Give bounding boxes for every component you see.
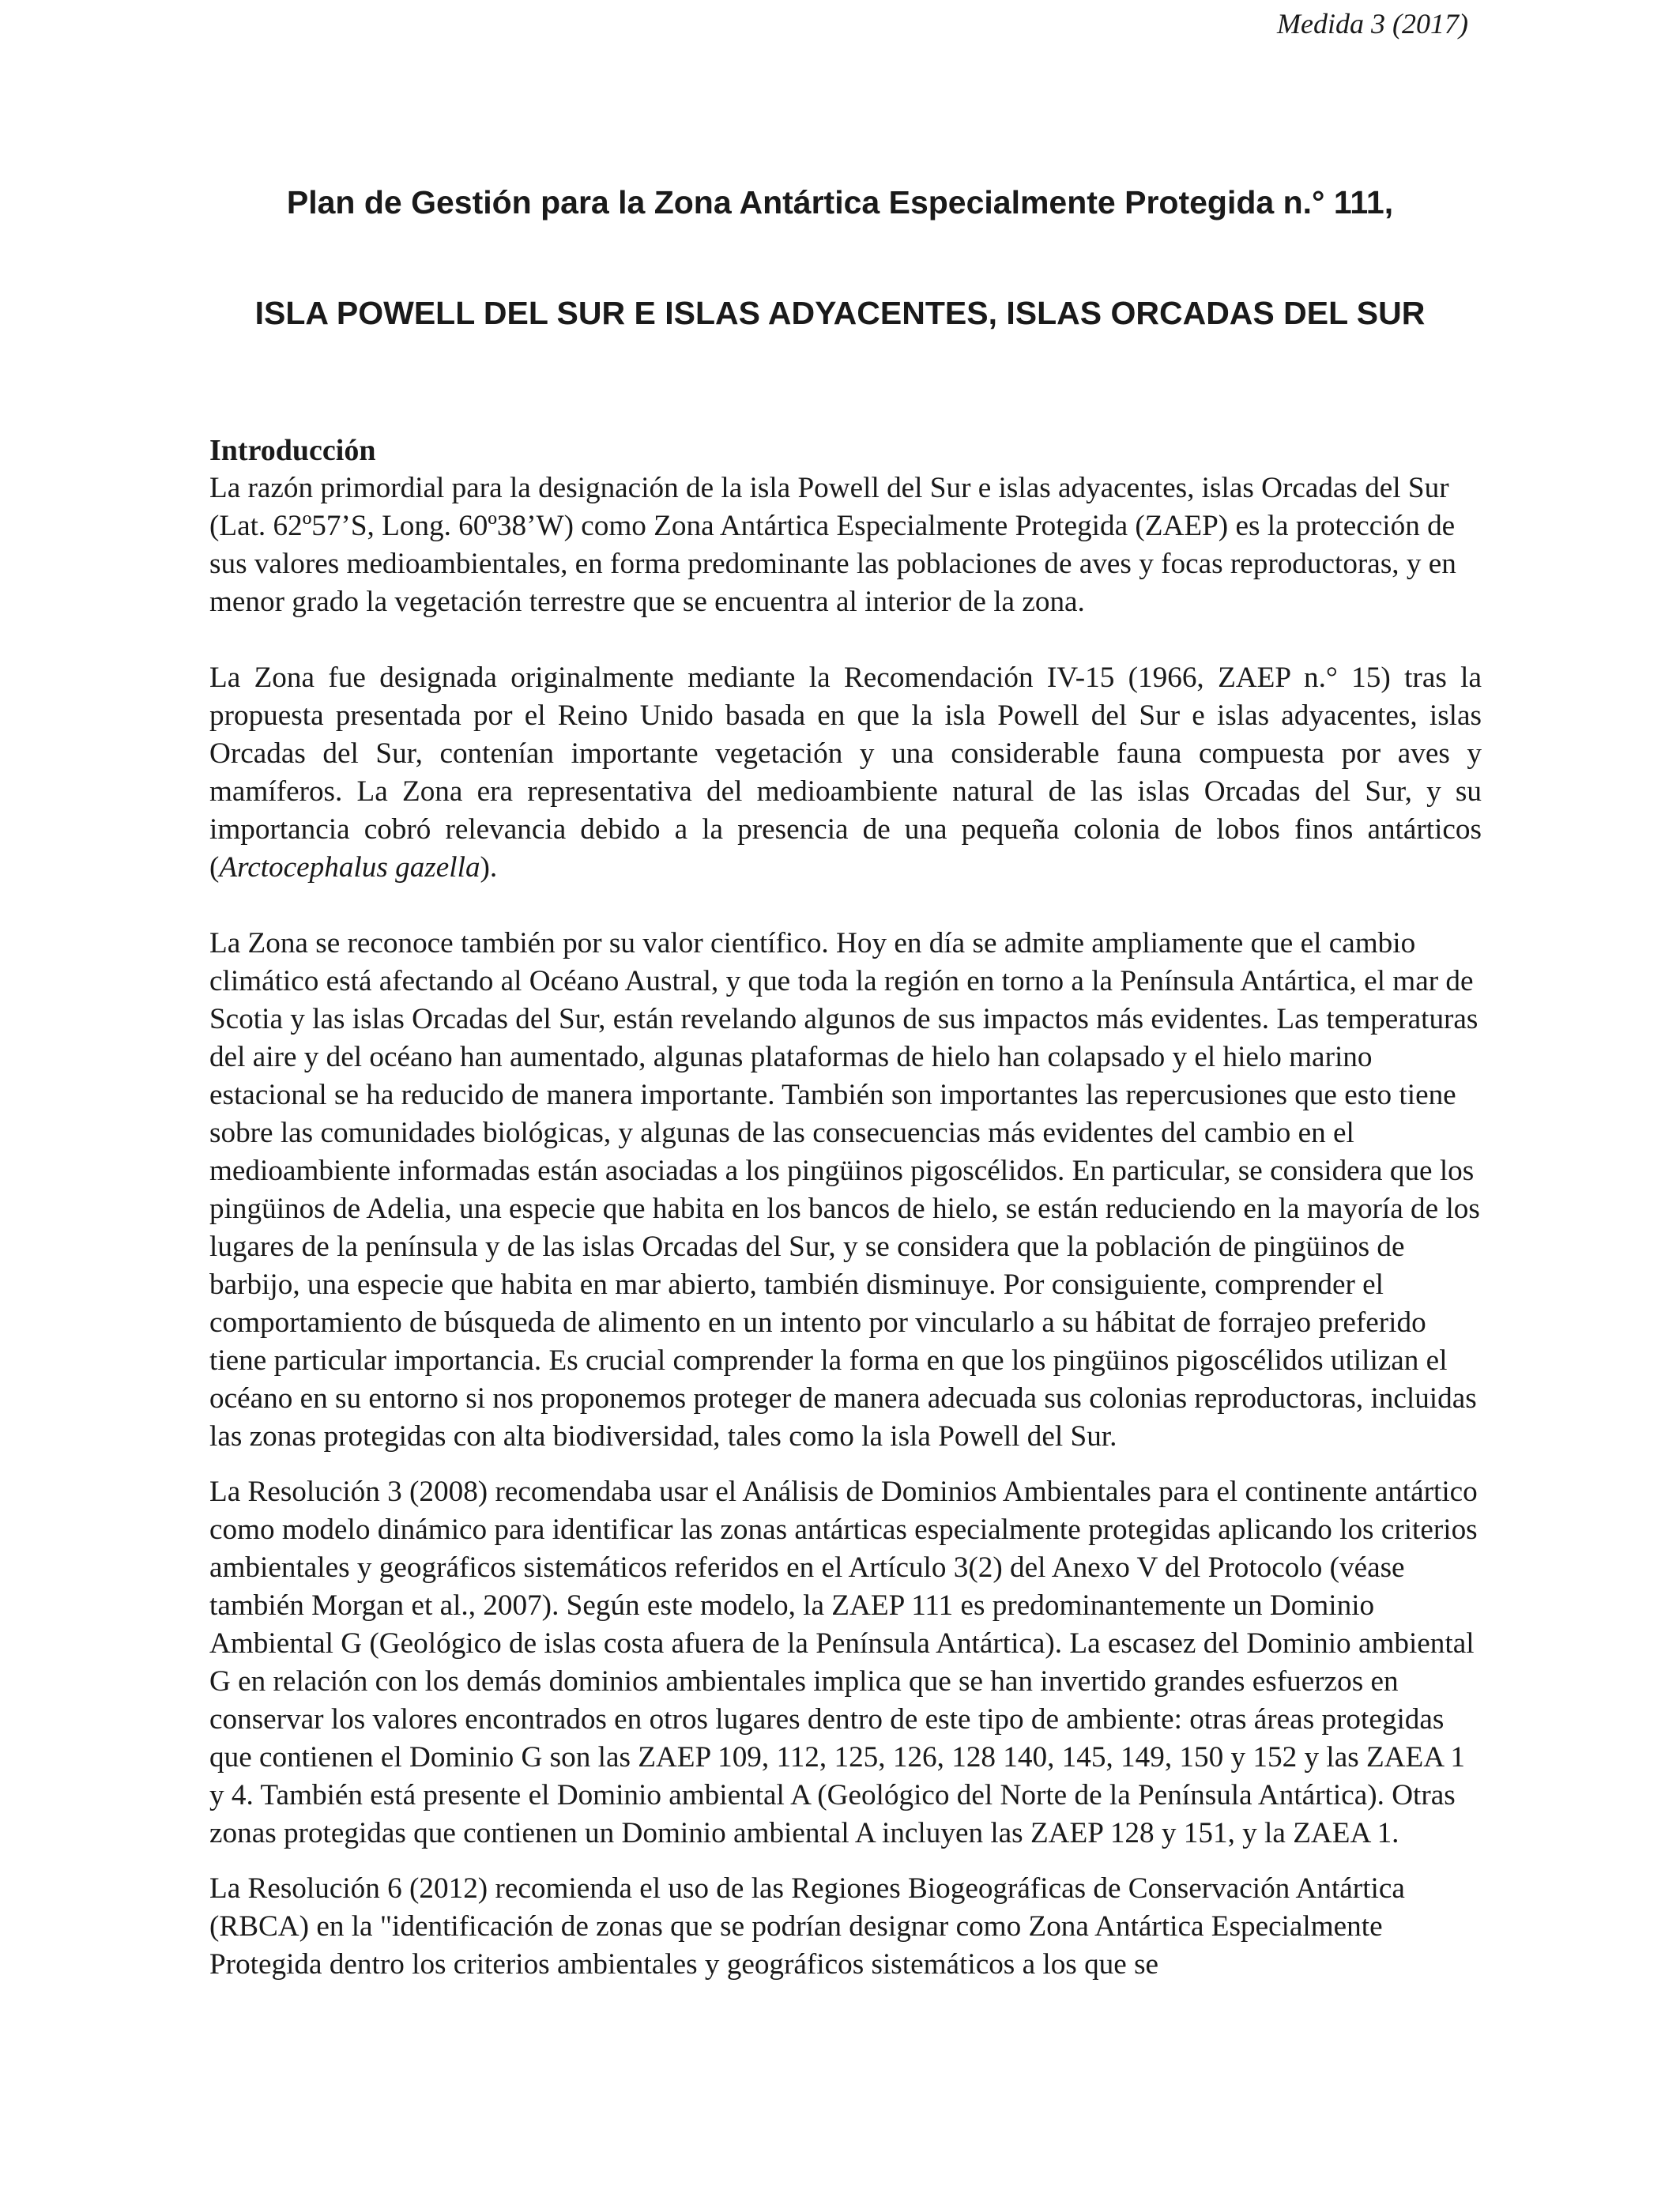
paragraph-3: La Zona se reconoce también por su valor científico. Hoy en día se admite ampliamente que el cambio climático está afectando al Océano Austral, y que toda la región en torno a la Península Antártica, el mar de Scotia y las islas Orcadas del Sur, están revelando algunos de sus impactos más evidentes. Las temperaturas del aire y del océano han aumentado, algunas plataformas de hielo han colapsado y el hielo marino estacional se ha reducido de manera importante. También son importantes las repercusiones que esto tiene sobre las comunidades biológicas, y algunas de las consecuencias más evidentes del cambio en el medioambiente informadas están asociadas a los pingüinos pigoscélidos. En particular, se considera que los pingüinos de Adelia, una especie que habita en los bancos de hielo, se están reduciendo en la mayoría de los lugares de la península y de las islas Orcadas del Sur, y se considera que la población de pingüinos de barbijo, una especie que habita en mar abierto, también disminuye. Por consiguiente, comprender el comportamiento de búsqueda de alimento en un intento por vincularlo a su hábitat de forrajeo preferido tiene particular importancia. Es crucial comprender la forma en que los pingüinos pigoscélidos utilizan el océano en su entorno si nos proponemos proteger de manera adecuada sus colonias reproductoras, incluidas las zonas protegidas con alta biodiversidad, tales como la isla Powell del Sur. [209, 927, 1480, 1453]
paragraph-2-text-b: ). [480, 851, 498, 884]
paragraph-4: La Resolución 3 (2008) recomendaba usar el Análisis de Dominios Ambientales para el continente antártico como modelo dinámico para identificar las zonas antárticas especialmente protegidas aplicando los criterios ambientales y geográficos sistemáticos referidos en el Artículo 3(2) del Anexo V del Protocolo (véase también Morgan et al., 2007). Según este modelo, la ZAEP 111 es predominantemente un Dominio Ambiental G (Geológico de islas costa afuera de la Península Antártica). La escasez del Dominio ambiental G en relación con los demás dominios ambientales implica que se han invertido grandes esfuerzos en conservar los valores encontrados en otros lugares dentro de este tipo de ambiente: otras áreas protegidas que contienen el Dominio G son las ZAEP 109, 112, 125, 126, 128 140, 145, 149, 150 y 152 y las ZAEA 1 y 4. También está presente el Dominio ambiental A (Geológico del Norte de la Península Antártica). Otras zonas protegidas que contienen un Dominio ambiental A incluyen las ZAEP 128 y 151, y la ZAEA 1. [209, 1476, 1478, 1849]
document-body [209, 432, 1482, 1984]
document-subtitle: ISLA POWELL DEL SUR E ISLAS ADYACENTES, ISLAS ORCADAS DEL SUR [254, 295, 1426, 331]
paragraph-5: La Resolución 6 (2012) recomienda el uso de las Regiones Biogeográficas de Conservación Antártica (RBCA) en la "identificación de zonas que se podrían designar como Zona Antártica Especialmente Protegida dentro los criterios ambientales y geográficos sistemáticos a los que se [209, 1872, 1405, 1981]
section-heading-introduccion: Introducción [209, 434, 376, 467]
document-title: Plan de Gestión para la Zona Antártica Especialmente Protegida n.° 111, [286, 184, 1394, 221]
paragraph-2-text-a: La Zona fue designada originalmente mediante la Recomendación IV-15 (1966, ZAEP n.° 15) tras la propuesta presentada por el Reino Unido basada en que la isla Powell del Sur e islas adyacentes, islas Orcadas del Sur, contenían importante vegetación y una considerable fauna compuesta por aves y mamíferos. La Zona era representativa del medioambiente natural de las islas Orcadas del Sur, y su importancia cobró relevancia debido a la presencia de una pequeña colonia de lobos finos antárticos ( [209, 662, 1482, 884]
species-name: Arctocephalus gazella [219, 851, 480, 884]
page-header-reference: Medida 3 (2017) [1277, 8, 1468, 40]
paragraph-2 [209, 659, 1482, 887]
paragraph-1: La razón primordial para la designación de la isla Powell del Sur e islas adyacentes, islas Orcadas del Sur (Lat. 62º57’S, Long. 60º38’W) como Zona Antártica Especialmente Protegida (ZAEP) es la protección de sus valores medioambientales, en forma predominante las poblaciones de aves y focas reproductoras, y en menor grado la vegetación terrestre que se encuentra al interior de la zona. [209, 472, 1456, 618]
